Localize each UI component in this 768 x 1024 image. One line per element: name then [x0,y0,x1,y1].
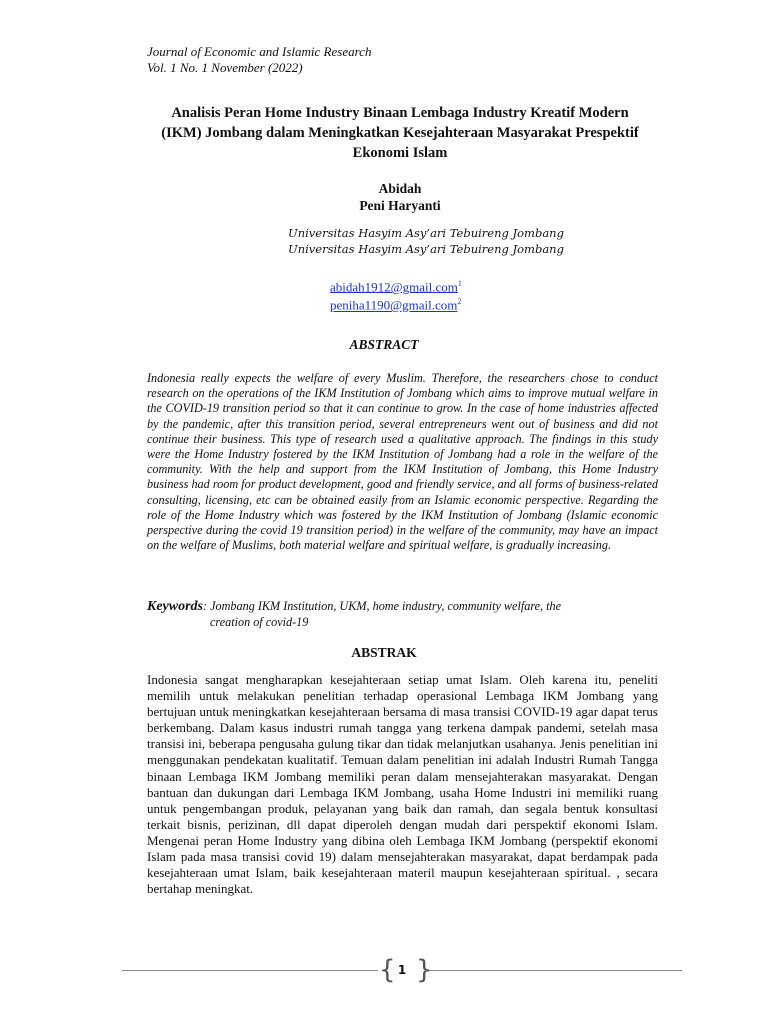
keywords [147,599,667,630]
affiliation-list [288,225,564,257]
email-superscript: 1 [457,279,462,288]
abstract-indonesian: Indonesia sangat mengharapkan kesejahteraan setiap umat Islam. Oleh karena itu, peneliti memilih untuk melakukan penelitian terhadap operasional Lembaga IKM Jombang yang bertujuan untuk meningkatkan kesejahteraan bersama di masa transisi COVID-19 agar dapat terus berkembang. Dalam kasus industri rumah tangga yang terkena dampak pandemi, setelah masa transisi ini, beberapa pengusaha gulung tikar dan tidak melanjutkan usahanya. Jenis penelitian ini menggunakan pendekatan kualitatif. Temuan dalam penelitian ini adalah Industri Rumah Tangga binaan Lembaga IKM Jombang memiliki peran dalam mensejahterakan masyarakat. Dengan bantuan dan dukungan dari Lembaga IKM Jombang, usaha Home Industri ini memiliki ruang untuk pengembangan produk, pelayanan yang baik dan ramah, dan segala bentuk konsultasi terkait bisnis, perizinan, dll dapat diperoleh dengan mudah dari perspektif ekonomi Islam. Mengenai peran Home Industry yang dibina oleh Lembaga IKM Jombang (perspektif ekonomi Islam pada masa transisi covid 19) dalam mensejahterakan masyarakat, dapat berdampak pada kesejahteraan umat Islam, baik kesejahteraan materil maupun kesejahteraan spiritual. , secara bertahap meningkat. [147,672,658,897]
affiliation: Universitas Hasyim Asy’ari Tebuireng Jombang [288,226,564,240]
journal-name: Journal of Economic and Islamic Research [147,44,372,59]
left-brace-icon: { [379,955,396,985]
keywords-label: Keywords [147,599,203,614]
abstract-heading: ABSTRACT [349,337,419,352]
email-link[interactable]: peniha1190@gmail.com [330,297,458,313]
right-brace-icon: } [416,955,433,985]
email-list [330,276,462,313]
keywords-text: : Jombang IKM Institution, UKM, home industry, community welfare, the [203,599,562,613]
abstract-english: Indonesia really expects the welfare of every Muslim. Therefore, the researchers chose to conduct research on the operations of the IKM Institution of Jombang which aims to improve mutual welfare in the COVID-19 transition period so that it can continue to grow. In the case of home industries affected by the pandemic, after this transition period, several entrepreneurs went out of business and did not continue their business. This type of research used a qualitative approach. The findings in this study were the Home Industry fostered by the IKM Institution of Jombang had a role in the welfare of the community. With the help and support from the IKM Institution of Jombang, this Home Industry business had room for product development, good and friendly service, and all forms of business-related consulting, licensing, etc can be obtained easily from an Islamic economic perspective. Regarding the role of the Home Industry which was fostered by the IKM Institution of Jombang (Islamic economic perspective during the covid 19 transition period) in the welfare of the community, may have an impact on the welfare of Muslims, both material welfare and spiritual welfare, is gradually increasing. [147,371,658,553]
author-list [150,180,650,214]
title-line-2: (IKM) Jombang dalam Meningkatkan Kesejahteraan Masyarakat Prespektif [161,125,639,141]
email-link[interactable]: abidah1912@gmail.com [330,279,458,295]
author-name: Abidah [378,181,422,196]
author-name: Peni Haryanti [359,198,441,213]
page-number: 1 [397,963,407,977]
paper-title [130,103,670,163]
title-line-3: Ekonomi Islam [352,145,448,161]
abstrak-heading: ABSTRAK [351,645,417,660]
journal-header [147,44,371,76]
keywords-text-continued: creation of covid-19 [210,614,309,629]
email-superscript: 2 [457,297,462,307]
affiliation: Universitas Hasyim Asy’ari Tebuireng Jombang [288,242,564,256]
title-line-1: Analisis Peran Home Industry Binaan Lembaga Industry Kreatif Modern [171,105,629,121]
journal-volume: Vol. 1 No. 1 November (2022) [147,60,303,75]
